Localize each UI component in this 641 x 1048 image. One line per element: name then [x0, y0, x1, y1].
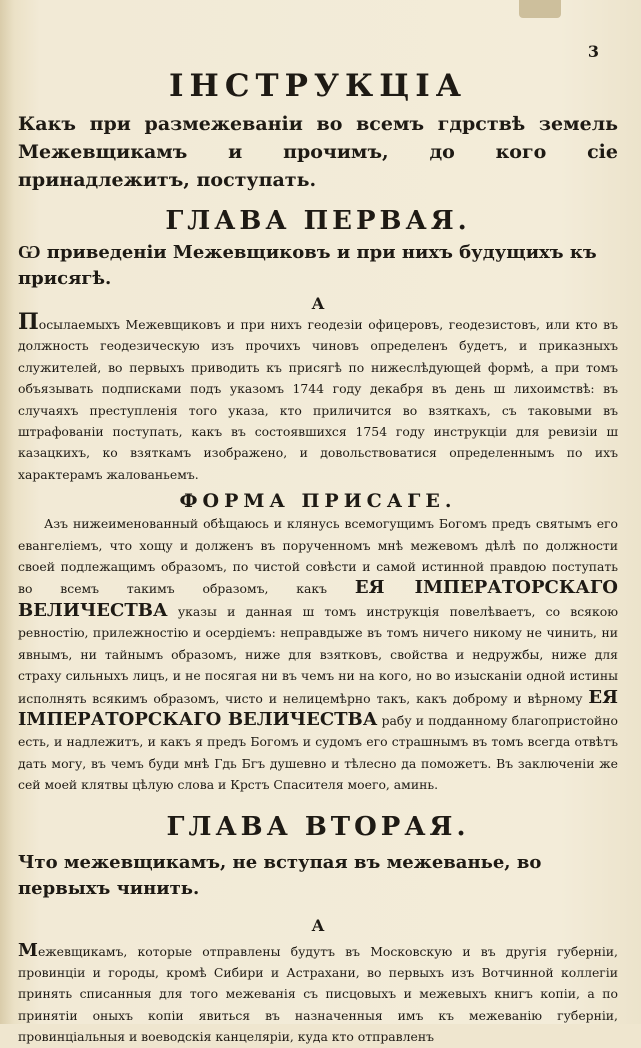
document-subtitle: Какъ при размежеваніи во всемъ гдрствѣ земель Межевщикамъ и прочимъ, до кого сіе принадлежитъ, поступать. — [18, 113, 618, 191]
chapter2-text: ежевщикамъ, которые отправлены будутъ въ Московскую и въ другія губерніи, провинціи и городы, кромѣ Сибири и Астрахани, во первыхъ изъ Вотчинной коллегіи принять списанныя для того межеванія съ писцовыхъ и межевыхъ книгъ копіи, а по принятіи оныхъ копіи явиться въ назначенныя имъ къ межеванію губерніи, провинціальныя и воеводскія канцеляріи, куда кто отправленъ — [18, 943, 618, 1045]
paper-tab-mark — [519, 0, 561, 18]
chapter1-section-letter: А — [311, 294, 325, 313]
chapter2-heading: ГЛАВА ВТОРАЯ. — [166, 811, 470, 842]
chapter1-subheading: Ѡ приведеніи Межевщиковъ и при нихъ будущихъ къ присягѣ. — [18, 242, 597, 289]
oath-paragraph — [18, 513, 618, 795]
oath-text-part1: Азъ нижеименованный обѣщаюсь и клянусь всемогущимъ Богомъ предъ святымъ его евангеліемъ, что хощу и долженъ въ порученномъ мнѣ межевомъ дѣлѣ по должности своей подлежащимъ образомъ, по чистой совѣсти и самой истинной правдою поступать во всемъ такимъ образомъ, какъ — [18, 516, 618, 597]
oath-majesty-2: ЕЯ ІМПЕРАТОРСКАГО ВЕЛИЧЕСТВА — [18, 686, 618, 730]
chapter1-heading: ГЛАВА ПЕРВАЯ. — [165, 206, 471, 236]
oath-text-part2: указы и данная ш томъ инструкція повелѣваетъ, со всякою ревностію, прилежностію и осердіемъ: неправдыже въ томъ ничего никому не чинить, ни явнымъ, ни тайнымъ образомъ, ниже для взятковъ, свойства и недружбы, ниже для страху сильныхъ лицъ, и не посягая ни въ чемъ ни на кого, но во изысканіи одной истины исполнять всякимъ образомъ, чисто и нелицемѣрно такъ, какъ доброму и вѣрному — [18, 603, 618, 706]
chapter1-drop-cap: П — [18, 309, 39, 335]
chapter2-paragraph — [18, 940, 618, 1048]
chapter1-text: осылаемыхъ Межевщиковъ и при нихъ геодезіи офицеровъ, геодезистовъ, или кто въ должность геодезическую изъ прочихъ чиновъ определенъ будетъ, и приказныхъ служителей, во первыхъ приводить къ присягѣ по нижеслѣдующей формѣ, а при томъ объязывать подписками подъ указомъ 1744 году декабря въ день ш лихоимствѣ: въ случаяхъ преступленія того указа, кто приличится во взяткахъ, съ таковыми въ штрафованіи поступать, какъ въ состоявшихся 1754 году инструкціи для ревизіи ш казацкихъ, ко взяткамъ изображено, и довольствоватися определеннымъ по ихъ характерамъ жалованьемъ. — [18, 317, 618, 482]
page-number: 3 — [587, 42, 599, 61]
chapter2-drop-cap: М — [18, 939, 38, 961]
document-content — [18, 66, 618, 1048]
oath-heading: ФОРМА ПРИСАГЕ. — [179, 490, 457, 513]
chapter2-subheading: Что межевщикамъ, не вступая въ межеванье, во первыхъ чинить. — [18, 851, 542, 899]
oath-text-part3: рабу и подданному благопристойно есть, и надлежитъ, и какъ я предъ Богомъ и судомъ его страшнымъ въ томъ всегда отвѣтъ дать могу, въ чемъ буди мнѣ Гдь Бгъ душевно и тѣлесно да поможетъ. Въ заключеніи же сей моей клятвы цѣлую слова и Крстъ Спасителя моего, аминь. — [18, 712, 618, 793]
chapter2-section-letter: А — [311, 915, 325, 935]
document-title: ІНСТРУКЦІА — [169, 68, 467, 104]
oath-majesty-1: ЕЯ ІМПЕРАТОРСКАГО ВЕЛИЧЕСТВА — [18, 577, 618, 621]
chapter1-paragraph — [18, 309, 618, 485]
